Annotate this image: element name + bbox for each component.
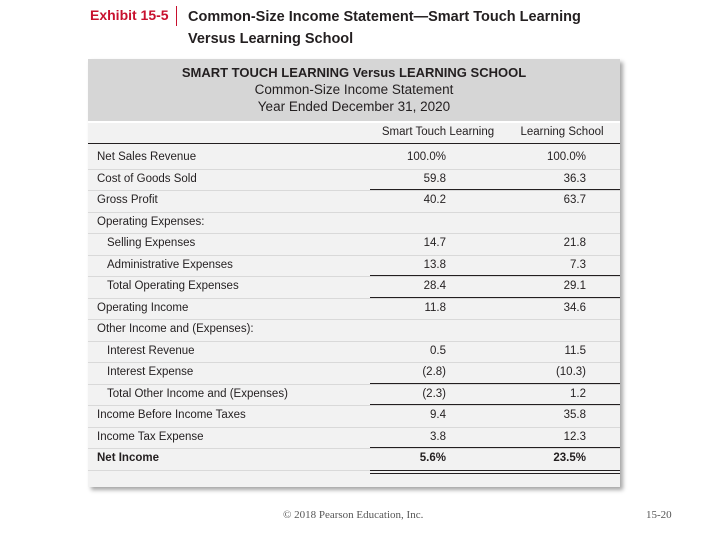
- smart-touch-value: 11.8: [424, 301, 446, 314]
- subtotal-rule: [370, 447, 620, 448]
- exhibit-label: Exhibit 15-5: [90, 7, 169, 23]
- line-item-label: Operating Expenses:: [97, 215, 205, 228]
- row-divider: [88, 169, 620, 170]
- line-item-label: Operating Income: [97, 301, 189, 314]
- learning-school-value: 63.7: [563, 194, 586, 206]
- line-item-label: Total Operating Expenses: [107, 280, 239, 292]
- smart-touch-value: 3.8: [430, 430, 446, 443]
- column-header-learning-school: Learning School: [520, 126, 604, 138]
- smart-touch-value: 40.2: [423, 194, 446, 206]
- statement-header: [88, 59, 620, 123]
- row-divider: [88, 276, 620, 277]
- income-statement-table: [88, 59, 620, 487]
- learning-school-value: 23.5%: [553, 452, 586, 464]
- learning-school-value: 7.3: [570, 258, 586, 271]
- subtotal-rule: [370, 275, 620, 276]
- statement-name: Common-Size Income Statement: [254, 82, 454, 97]
- line-item-label: Interest Revenue: [107, 344, 195, 357]
- line-item-label: Income Before Income Taxes: [97, 409, 246, 421]
- smart-touch-value: 13.8: [423, 258, 446, 271]
- line-item-label: Selling Expenses: [107, 237, 196, 249]
- row-divider: [88, 427, 620, 428]
- row-divider: [88, 405, 620, 406]
- learning-school-value: 12.3: [563, 430, 586, 443]
- column-header-smart-touch: Smart Touch Learning: [381, 126, 495, 138]
- row-divider: [88, 448, 620, 449]
- line-item-label: Cost of Goods Sold: [97, 172, 197, 185]
- column-header-rule: [370, 143, 620, 144]
- learning-school-value: 1.2: [570, 387, 586, 400]
- exhibit-divider: [176, 6, 177, 26]
- line-item-label: Other Income and (Expenses):: [97, 323, 254, 335]
- smart-touch-value: 100.0%: [406, 151, 446, 163]
- line-item-label: Administrative Expenses: [107, 258, 233, 271]
- row-divider: [88, 143, 370, 144]
- row-divider: [88, 298, 620, 299]
- learning-school-value: 21.8: [563, 237, 586, 249]
- line-item-label: Total Other Income and (Expenses): [107, 387, 288, 400]
- learning-school-value: 11.5: [564, 344, 586, 357]
- row-divider: [88, 190, 620, 191]
- learning-school-value: 36.3: [563, 172, 586, 185]
- smart-touch-value: 28.4: [423, 280, 446, 292]
- page-number: 15-20: [646, 509, 672, 521]
- smart-touch-value: 59.8: [423, 172, 446, 185]
- smart-touch-value: 5.6%: [419, 452, 446, 464]
- line-item-label: Interest Expense: [107, 366, 194, 378]
- company-line: SMART TOUCH LEARNING Versus LEARNING SCHOOL: [181, 65, 527, 80]
- subtotal-rule: [370, 383, 620, 384]
- smart-touch-value: 0.5: [430, 344, 446, 357]
- row-divider: [88, 319, 620, 320]
- statement-period: Year Ended December 31, 2020: [257, 99, 451, 114]
- exhibit-title: Common-Size Income Statement—Smart Touch Learning Versus Learning School: [188, 9, 581, 47]
- row-divider: [88, 212, 620, 213]
- row-divider: [88, 341, 620, 342]
- subtotal-rule: [370, 297, 620, 298]
- learning-school-value: (10.3): [555, 366, 586, 378]
- row-divider: [88, 255, 620, 256]
- line-item-label: Net Income: [97, 452, 159, 464]
- subtotal-rule: [370, 404, 620, 405]
- total-double-rule: [370, 470, 620, 474]
- row-divider: [88, 384, 620, 385]
- line-item-label: Net Sales Revenue: [97, 151, 197, 163]
- learning-school-value: 34.6: [563, 301, 586, 314]
- smart-touch-value: (2.8): [422, 366, 446, 378]
- subtotal-rule: [370, 189, 620, 190]
- row-divider: [88, 362, 620, 363]
- learning-school-value: 29.1: [563, 280, 586, 292]
- smart-touch-value: (2.3): [422, 387, 446, 400]
- learning-school-value: 100.0%: [546, 151, 586, 163]
- copyright-notice: © 2018 Pearson Education, Inc.: [283, 509, 424, 521]
- line-item-label: Gross Profit: [97, 194, 158, 206]
- smart-touch-value: 9.4: [430, 409, 446, 421]
- smart-touch-value: 14.7: [423, 237, 446, 249]
- row-divider: [88, 233, 620, 234]
- line-item-label: Income Tax Expense: [97, 430, 204, 443]
- learning-school-value: 35.8: [563, 409, 586, 421]
